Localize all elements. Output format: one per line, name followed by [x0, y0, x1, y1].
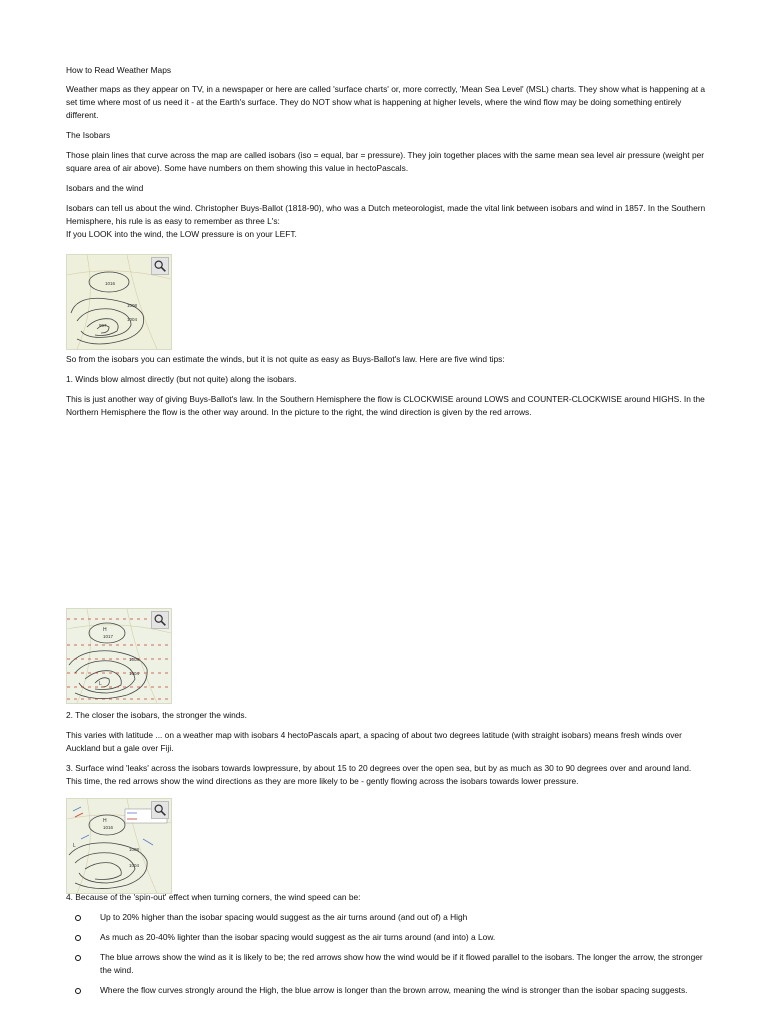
heading-isobars-wind: Isobars and the wind [66, 183, 144, 193]
map3-label-1: 1016 [103, 825, 114, 830]
map2-label-0: H [103, 627, 107, 633]
tip2-heading: 2. The closer the isobars, the stronger the winds. [66, 710, 247, 720]
section-tips-1 [66, 353, 706, 426]
tip1-heading: 1. Winds blow almost directly (but not quite) along the isobars. [66, 374, 297, 384]
tip1-paragraph: This is just another way of giving Buys-Ballot's law. In the Southern Hemisphere the flow is CLOCKWISE around LOWS and COUNTER-CLOCKWISE around HIGHS. In the Northern Hemisphere the flow is the other way around. In the picture to the right, the wind direction is given by the red arrows. [66, 394, 705, 417]
section-intro [66, 64, 706, 241]
map3-label-4: 1004 [129, 863, 140, 868]
list-item: The blue arrows show the wind as it is likely to be; the red arrows show how the wind would be if it flowed parallel to the isobars. The longer the arrow, the stronger the wind. [100, 951, 706, 977]
map1-label-2: 1004 [127, 317, 138, 322]
magnifier-icon [152, 612, 168, 628]
map2-label-1: 1017 [103, 634, 114, 639]
magnifier-icon [152, 802, 168, 818]
page-title: How to Read Weather Maps [66, 65, 172, 75]
list-item: Where the flow curves strongly around the High, the blue arrow is longer than the brown arrow, meaning the wind is stronger than the isobar spacing suggests. [100, 984, 706, 997]
isobar-map-1[interactable] [66, 254, 172, 350]
isobar-map-3[interactable] [66, 798, 172, 894]
section-tips-3 [66, 891, 706, 1004]
isobars-paragraph: Those plain lines that curve across the map are called isobars (iso = equal, bar = pressure). They join together places with the same mean sea level air pressure (weight per square area of air above). Some have numbers on them showing this value in hectoPascals. [66, 150, 705, 173]
map1-label-3: 997 [99, 323, 107, 328]
tip2-paragraph: This varies with latitude ... on a weather map with isobars 4 hectoPascals apart, a spacing of about two degrees latitude (with straight isobars) means fresh winds over Auckland but a gale over Fiji. [66, 730, 682, 753]
map3-label-3: 1008 [129, 847, 140, 852]
map3-label-0: H [103, 818, 107, 824]
list-item: As much as 20-40% lighter than the isobar spacing would suggest as the air turns around (and into) a Low. [100, 931, 706, 944]
map3-label-2: L [73, 843, 76, 849]
tips-intro: So from the isobars you can estimate the winds, but it is not quite as easy as Buys-Ballot's law. Here are five wind tips: [66, 354, 505, 364]
document-page [66, 64, 706, 995]
tip4-bullet-list [66, 911, 706, 997]
zoom-button[interactable] [151, 611, 169, 629]
map1-label-1: 1008 [127, 303, 138, 308]
isobar-map-2[interactable] [66, 608, 172, 704]
map2-label-4: L [99, 681, 102, 687]
wind-paragraph-1: Isobars can tell us about the wind. Christopher Buys-Ballot (1818-90), who was a Dutch meteorologist, made the vital link between isobars and wind in 1857. In the Southern Hemisphere, his rule is as easy to remember as three L's: [66, 203, 706, 226]
map2-label-2: 1008 [129, 657, 140, 662]
zoom-button[interactable] [151, 257, 169, 275]
tip4-heading: 4. Because of the 'spin-out' effect when turning corners, the wind speed can be: [66, 892, 361, 902]
wind-rule-line: If you LOOK into the wind, the LOW pressure is on your LEFT. [66, 229, 297, 239]
list-item: Up to 20% higher than the isobar spacing would suggest as the air turns around (and out of) a High [100, 911, 706, 924]
zoom-button[interactable] [151, 801, 169, 819]
intro-paragraph: Weather maps as they appear on TV, in a newspaper or here are called 'surface charts' or, more correctly, 'Mean Sea Level' (MSL) charts. They show what is happening at a set time where most of us need it - at the Earth's surface. They do NOT show what is happening at higher levels, where the wind flow may be doing something entirely different. [66, 84, 706, 120]
magnifier-icon [152, 258, 168, 274]
map1-label-0: 1016 [105, 281, 116, 286]
map2-label-3: 1004 [129, 671, 140, 676]
tip3-paragraph: 3. Surface wind 'leaks' across the isobars towards lowpressure, by about 15 to 20 degrees over the open sea, but by as much as 30 to 90 degrees over and around land. This time, the red arrows show the wind directions as they are more likely to be - gently flowing across the isobars towards lower pressure. [66, 763, 692, 786]
heading-isobars: The Isobars [66, 130, 111, 140]
section-tips-2 [66, 709, 706, 795]
